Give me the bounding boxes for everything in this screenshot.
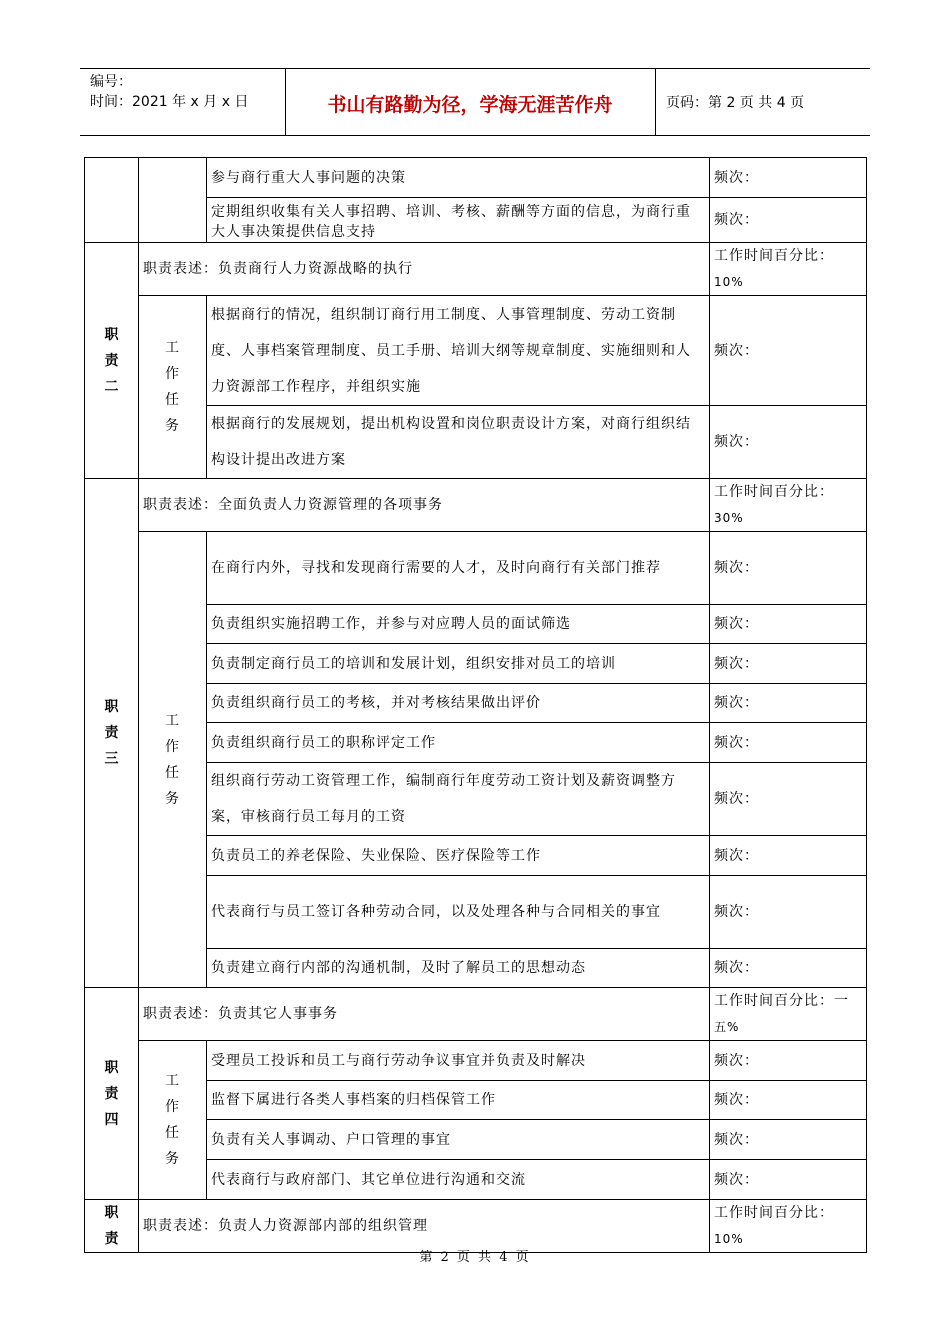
duty-label-cell bbox=[85, 158, 139, 243]
time-percentage-label: 工作时间百分比： bbox=[714, 484, 834, 500]
header-bottom-rule bbox=[80, 135, 870, 136]
time-percentage-cell bbox=[710, 1200, 867, 1253]
page-footer: 第 2 页 共 4 页 bbox=[419, 1250, 531, 1265]
time-percentage-label: 工作时间百分比： bbox=[714, 1205, 834, 1221]
task-text: 代表商行与政府部门、其它单位进行沟通和交流 bbox=[207, 1160, 710, 1200]
frequency-cell: 频次： bbox=[710, 684, 867, 723]
table-row bbox=[85, 243, 867, 296]
frequency-cell: 频次： bbox=[710, 1041, 867, 1081]
time-percentage-label: 工作时间百分比： bbox=[714, 248, 834, 264]
frequency-cell: 频次： bbox=[710, 763, 867, 836]
work-task-label-text: 工作任务 bbox=[165, 712, 180, 807]
task-text: 在商行内外，寻找和发现商行需要的人才，及时向商行有关部门推荐 bbox=[207, 532, 710, 605]
task-text: 负责有关人事调动、户口管理的事宜 bbox=[207, 1120, 710, 1160]
frequency-cell: 频次： bbox=[710, 644, 867, 684]
task-text: 代表商行与员工签订各种劳动合同，以及处理各种与合同相关的事宜 bbox=[207, 876, 710, 949]
task-text: 定期组织收集有关人事招聘、培训、考核、薪酬等方面的信息，为商行重大人事决策提供信息支持 bbox=[207, 198, 710, 243]
frequency-cell: 频次： bbox=[710, 949, 867, 988]
task-text: 监督下属进行各类人事档案的归档保管工作 bbox=[207, 1081, 710, 1120]
task-text: 组织商行劳动工资管理工作，编制商行年度劳动工资计划及薪资调整方案，审核商行员工每月的工资 bbox=[207, 763, 710, 836]
task-text: 负责组织商行员工的职称评定工作 bbox=[207, 723, 710, 763]
time-label: 时间：2021 年 x 月 x 日 bbox=[90, 94, 249, 110]
page-header bbox=[80, 68, 870, 136]
frequency-cell: 频次： bbox=[710, 1081, 867, 1120]
header-motto: 书山有路勤为径，学海无涯苦作舟 bbox=[327, 94, 613, 116]
duty-label bbox=[85, 988, 139, 1200]
frequency-cell: 频次： bbox=[710, 406, 867, 479]
time-percentage-label: 工作时间百分比：一 bbox=[714, 993, 849, 1009]
task-text: 根据商行的发展规划，提出机构设置和岗位职责设计方案，对商行组织结构设计提出改进方案 bbox=[207, 406, 710, 479]
work-task-label bbox=[139, 532, 207, 988]
table-row bbox=[85, 1200, 867, 1253]
task-text: 参与商行重大人事问题的决策 bbox=[207, 158, 710, 198]
time-percentage-value: 五% bbox=[714, 1020, 740, 1034]
task-text: 根据商行的情况，组织制订商行用工制度、人事管理制度、劳动工资制度、人事档案管理制度、员工手册、培训大纲等规章制度、实施细则和人力资源部工作程序，并组织实施 bbox=[207, 296, 710, 406]
header-top-rule bbox=[80, 68, 870, 69]
duty-table bbox=[84, 157, 867, 1253]
work-task-label bbox=[139, 1041, 207, 1200]
time-percentage-cell bbox=[710, 479, 867, 532]
time-percentage-value: 10% bbox=[714, 275, 744, 289]
header-page-label: 页码：第 2 页 共 4 页 bbox=[666, 95, 805, 111]
time-percentage-cell bbox=[710, 243, 867, 296]
number-label: 编号： bbox=[90, 74, 132, 90]
task-text: 负责组织商行员工的考核，并对考核结果做出评价 bbox=[207, 684, 710, 723]
work-label-cell bbox=[139, 158, 207, 243]
duty-label-text: 职责三 bbox=[104, 699, 120, 767]
duty-statement: 职责表述：负责商行人力资源战略的执行 bbox=[139, 243, 710, 296]
duty-label bbox=[85, 1200, 139, 1253]
frequency-cell: 频次： bbox=[710, 876, 867, 949]
frequency-cell: 频次： bbox=[710, 532, 867, 605]
table-row bbox=[85, 479, 867, 532]
frequency-cell: 频次： bbox=[710, 605, 867, 644]
frequency-cell: 频次： bbox=[710, 296, 867, 406]
frequency-cell: 频次： bbox=[710, 1120, 867, 1160]
duty-statement: 职责表述：全面负责人力资源管理的各项事务 bbox=[139, 479, 710, 532]
task-text: 负责组织实施招聘工作，并参与对应聘人员的面试筛选 bbox=[207, 605, 710, 644]
table-row bbox=[85, 158, 867, 198]
task-text: 受理员工投诉和员工与商行劳动争议事宜并负责及时解决 bbox=[207, 1041, 710, 1081]
time-percentage-value: 30% bbox=[714, 511, 744, 525]
duty-statement: 职责表述：负责人力资源部内部的组织管理 bbox=[139, 1200, 710, 1253]
header-divider bbox=[655, 68, 656, 136]
work-task-label-text: 工作任务 bbox=[165, 340, 180, 434]
table-row bbox=[85, 988, 867, 1041]
task-text: 负责员工的养老保险、失业保险、医疗保险等工作 bbox=[207, 836, 710, 876]
time-percentage-cell bbox=[710, 988, 867, 1041]
frequency-cell: 频次： bbox=[710, 836, 867, 876]
header-meta bbox=[90, 72, 248, 112]
duty-label bbox=[85, 479, 139, 988]
task-text: 负责制定商行员工的培训和发展计划，组织安排对员工的培训 bbox=[207, 644, 710, 684]
frequency-cell: 频次： bbox=[710, 198, 867, 243]
duty-label-text: 职责 bbox=[104, 1205, 120, 1247]
table-row bbox=[85, 532, 867, 605]
table-row bbox=[85, 296, 867, 406]
task-text: 负责建立商行内部的沟通机制，及时了解员工的思想动态 bbox=[207, 949, 710, 988]
frequency-cell: 频次： bbox=[710, 1160, 867, 1200]
duty-label-text: 职责二 bbox=[104, 326, 120, 395]
frequency-cell: 频次： bbox=[710, 723, 867, 763]
duty-statement: 职责表述：负责其它人事事务 bbox=[139, 988, 710, 1041]
table-row bbox=[85, 1041, 867, 1081]
work-task-label-text: 工作任务 bbox=[165, 1073, 180, 1167]
time-percentage-value: 10% bbox=[714, 1232, 744, 1246]
duty-label-text: 职责四 bbox=[104, 1059, 120, 1128]
frequency-cell: 频次： bbox=[710, 158, 867, 198]
work-task-label bbox=[139, 296, 207, 479]
duty-label bbox=[85, 243, 139, 479]
